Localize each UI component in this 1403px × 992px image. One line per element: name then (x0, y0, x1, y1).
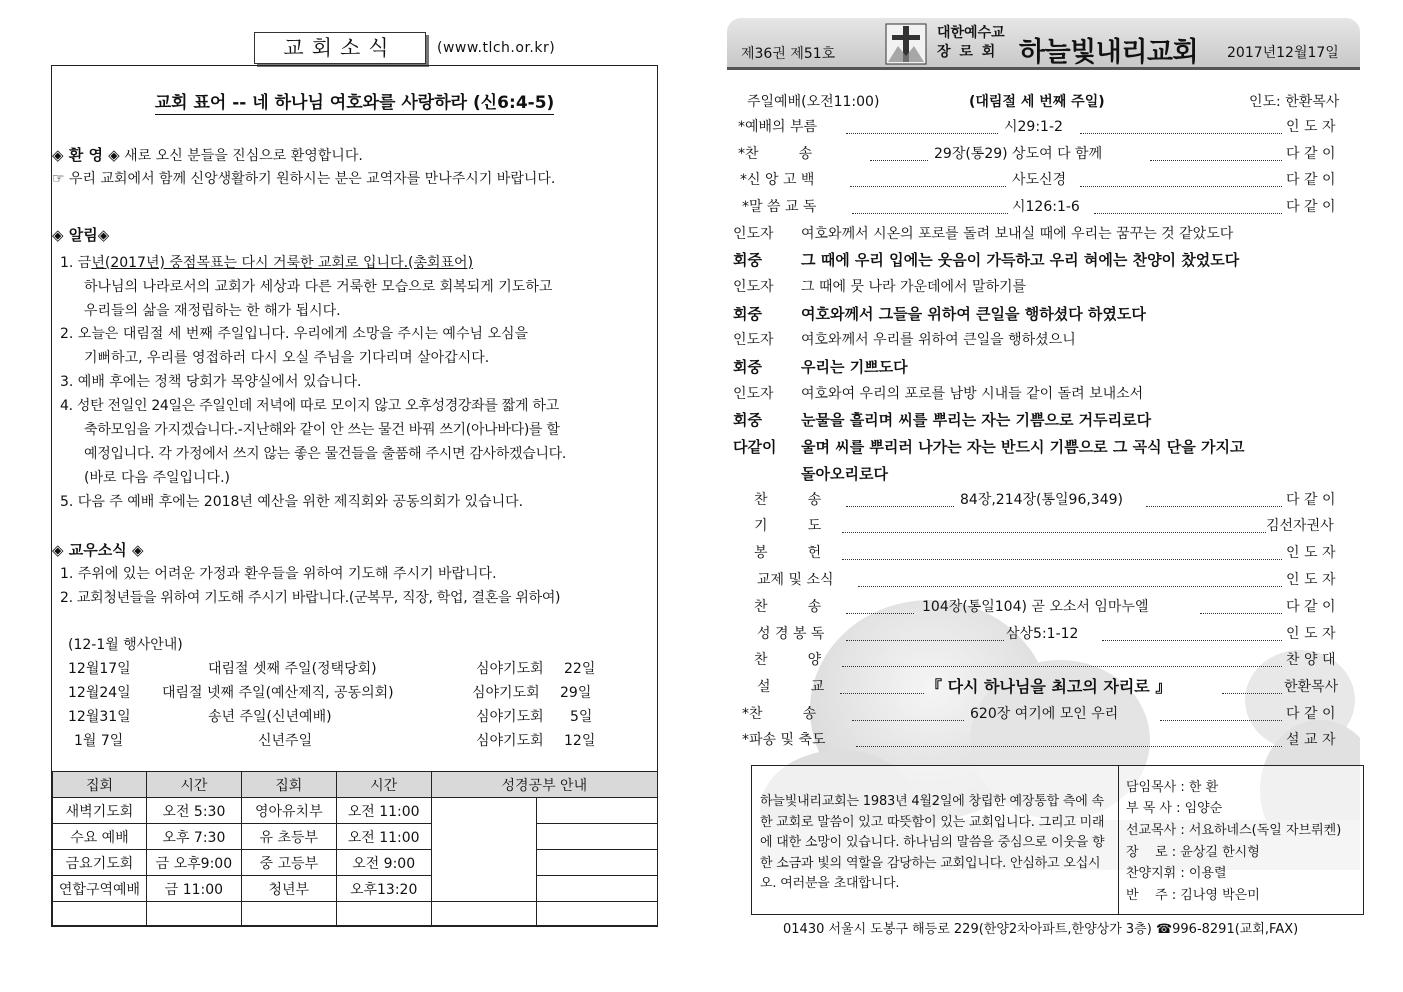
welcome-note: ☞ 우리 교회에서 함께 신앙생활하기 원하시는 분은 교역자를 만나주시기 바랍니다. (52, 171, 556, 187)
reading-text: 여호와께서 시온의 포로를 돌려 보내실 때에 우리는 꿈꾸는 것 같았도다 (801, 226, 1234, 242)
order-content: 삼상5:1-12 (1006, 626, 1079, 642)
event-name: 신년주일 (258, 733, 313, 749)
leader-dots (846, 506, 954, 507)
table-cell (537, 850, 658, 876)
leader-dots (842, 559, 1282, 560)
event-name: 송년 주일(신년예배) (208, 709, 332, 725)
order-who: 다 같 이 (1286, 599, 1336, 615)
table-cell: 금 오후9:00 (146, 850, 241, 876)
welcome-heading: ◈ 환 영 ◈ (52, 146, 120, 164)
church-name: 하늘빛내리교회 (1019, 37, 1199, 68)
church-address: 01430 서울시 도봉구 해등로 229(한양2차아파트,한양상가 3층) ☎996-8291(교회,FAX) (783, 922, 1299, 937)
reading-speaker: 인도자 (733, 332, 774, 348)
event-day: 22일 (564, 661, 596, 677)
order-who: 다 같 이 (1286, 199, 1336, 215)
leader-dots (840, 693, 924, 694)
table-row (53, 850, 658, 876)
order-who: 김선자권사 (1266, 518, 1334, 534)
table-cell: 영아유치부 (241, 798, 336, 824)
reading-text: 그 때에 우리 입에는 웃음이 가득하고 우리 혀에는 찬양이 찼었도다 (801, 251, 1240, 269)
notice-item-1-line2: 하나님의 나라로서의 교회가 세상과 다른 거룩한 모습으로 회복되게 기도하고 (84, 279, 553, 295)
order-item: 찬 양 (754, 652, 822, 668)
order-item: 설 교 (757, 679, 825, 695)
church-logo-icon (884, 22, 928, 66)
church-introduction: 하늘빛내리교회는 1983년 4월2일에 창립한 예장통합 측에 속한 교회로 말씀이 있고 따뜻함이 있는 교회입니다. 그리고 미래에 대한 소망이 있습니다. 하나님의 말씀을 중심으로 이웃을 향한 소금과 빛의 역할을 감당하는 교회입니다. 안심하고 오십시오. 여러분을 초대합니다. (760, 794, 1105, 891)
reading-speaker: 인도자 (733, 386, 774, 402)
leader-dots (1080, 133, 1282, 134)
notice-item-5: 5. 다음 주 예배 후에는 2018년 예산을 위한 제직회와 공동의회가 있습니다. (60, 494, 524, 510)
order-who: 한환목사 (1284, 679, 1339, 695)
table-cell: 오전 5:30 (146, 798, 241, 824)
reading-speaker: 다같이 (733, 438, 777, 456)
order-item: 성 경 봉 독 (757, 626, 825, 642)
table-cell: 수요 예배 (53, 824, 147, 850)
notice-item-4-line3: 예정입니다. 각 가정에서 쓰지 않는 좋은 물건들을 출품해 주시면 감사하겠습니다. (84, 446, 567, 462)
leader-dots (850, 186, 1006, 187)
order-who: 인 도 자 (1286, 626, 1336, 642)
notice-heading: ◈ 알림◈ (52, 226, 110, 244)
column-header: 시간 (336, 772, 431, 798)
event-name: 대림절 셋째 주일(정택당회) (208, 661, 377, 677)
event-date: 12월31일 (68, 709, 131, 725)
notice-item-4-line2: 축하모임을 가지겠습니다.-지난해와 같이 안 쓰는 물건 바꿔 쓰기(아나바다)를 할 (84, 422, 560, 438)
table-row (53, 824, 658, 850)
welcome-text: 새로 오신 분들을 진심으로 환영합니다. (119, 148, 363, 164)
table-cell: 오전 11:00 (336, 798, 431, 824)
leader-dots (1150, 160, 1282, 161)
meeting-schedule-table (52, 771, 658, 926)
order-content: 사도신경 (1012, 172, 1067, 188)
reading-speaker: 회중 (733, 305, 762, 323)
table-cell (336, 902, 431, 926)
notice-item-4-line4: (바로 다음 주일입니다.) (84, 470, 230, 486)
leader-dots (1080, 186, 1282, 187)
table-cell: 청년부 (241, 876, 336, 902)
table-cell: 유 초등부 (241, 824, 336, 850)
table-cell (537, 902, 658, 926)
reading-text: 눈물을 흘리며 씨를 뿌리는 자는 기쁨으로 거두리로다 (801, 411, 1152, 429)
notice-item-4: 4. 성탄 전일인 24일은 주일인데 저녁에 따로 모이지 않고 오후성경강좌를 짧게 하고 (60, 398, 559, 414)
leader-dots (852, 720, 964, 721)
table-cell (431, 902, 537, 926)
event-date: 12월24일 (68, 685, 131, 701)
leader-dots (1146, 506, 1282, 507)
order-item: *예배의 부름 (738, 119, 818, 135)
table-cell (537, 798, 658, 824)
service-theme: (대림절 세 번째 주일) (969, 94, 1105, 110)
church-info-box (751, 765, 1364, 915)
table-cell: 금요기도회 (53, 850, 147, 876)
leader-dots (856, 746, 1282, 747)
staff-line: 담임목사 : 한 환 (1126, 780, 1219, 795)
order-content: 시126:1-6 (1012, 199, 1080, 215)
notice-item-2-line2: 기뻐하고, 우리를 영접하러 다시 오실 주님을 기다리며 살아갑시다. (84, 350, 490, 366)
table-cell: 오후13:20 (336, 876, 431, 902)
table-row (53, 902, 658, 926)
order-who: 찬 양 대 (1286, 652, 1336, 668)
reading-speaker: 회중 (733, 358, 762, 376)
member-news-item-2: 2. 교회청년들을 위하여 기도해 주시기 바랍니다.(군복무, 직장, 학업, 결혼을 위하여) (60, 590, 561, 606)
member-news-heading: ◈ 교우소식 ◈ (52, 541, 144, 559)
reading-text: 그 때에 뭇 나라 가운데에서 말하기를 (801, 279, 1027, 295)
table-cell: 오전 9:00 (336, 850, 431, 876)
table-cell (241, 902, 336, 926)
staff-line: 장 로 : 윤상길 한시형 (1126, 845, 1260, 860)
welcome-section (52, 145, 363, 166)
leader-dots (1200, 613, 1282, 614)
column-header: 집회 (53, 772, 147, 798)
reading-text: 여호와께서 그들을 위하여 큰일을 행하셨다 하였도다 (801, 305, 1146, 323)
bulletin-date: 2017년12월17일 (1227, 45, 1339, 61)
service-time: 주일예배(오전11:00) (747, 94, 880, 110)
table-cell: 새벽기도회 (53, 798, 147, 824)
event-day: 12일 (564, 733, 596, 749)
reading-text: 우리는 기쁘도다 (801, 358, 908, 376)
table-cell (537, 824, 658, 850)
table-cell (431, 798, 537, 902)
order-content: 84장,214장(통일96,349) (960, 492, 1123, 508)
church-motto: 교회 표어 -- 네 하나님 여호와를 사랑하라 (신6:4-5) (154, 93, 555, 113)
event-tag: 심야기도회 (476, 733, 544, 749)
column-header: 성경공부 안내 (431, 772, 657, 798)
leader-dots (846, 613, 914, 614)
table-cell: 중 고등부 (241, 850, 336, 876)
service-leader: 인도: 한환목사 (1249, 94, 1340, 110)
notice-item-1-line3: 우리들의 삶을 재정립하는 한 해가 됩시다. (84, 303, 341, 319)
leader-dots (842, 666, 1282, 667)
event-day: 5일 (570, 709, 593, 725)
leader-dots (1222, 693, 1282, 694)
staff-line: 선교목사 : 서요하네스(독일 자브뤼켄) (1126, 823, 1342, 838)
notice-item-2: 2. 오늘은 대림절 세 번째 주일입니다. 우리에게 소망을 주시는 예수님 오심을 (60, 326, 529, 342)
order-who: 인 도 자 (1286, 119, 1336, 135)
events-heading: (12-1월 행사안내) (68, 637, 183, 653)
church-news-panel (51, 65, 658, 927)
order-item: *찬 송 (742, 706, 817, 722)
order-item: 교제 및 소식 (757, 572, 834, 588)
order-item: *파송 및 축도 (742, 732, 826, 748)
table-cell (53, 902, 147, 926)
table-cell (537, 876, 658, 902)
reading-speaker: 인도자 (733, 226, 774, 242)
table-cell: 연합구역예배 (53, 876, 147, 902)
reading-text-continued: 돌아오리로다 (801, 465, 888, 483)
order-content: 29장(통29) 상도여 다 함께 (934, 146, 1103, 162)
column-header: 시간 (146, 772, 241, 798)
order-who: 다 같 이 (1286, 146, 1336, 162)
order-item: 찬 송 (754, 599, 822, 615)
leader-dots (870, 160, 928, 161)
sermon-title: 『 다시 하나님을 최고의 자리로 』 (926, 677, 1172, 696)
leader-dots (1102, 640, 1282, 641)
order-who: 다 같 이 (1286, 706, 1336, 722)
reading-text: 여호와께서 우리를 위하여 큰일을 행하셨으니 (801, 332, 1076, 348)
event-tag: 심야기도회 (476, 661, 544, 677)
staff-line: 찬양지휘 : 이용렬 (1126, 866, 1227, 881)
table-header-row (53, 772, 658, 798)
notice-item-3: 3. 예배 후에는 정책 당회가 목양실에서 있습니다. (60, 374, 362, 390)
leader-dots (846, 640, 1004, 641)
reading-text: 울며 씨를 뿌리러 나가는 자는 반드시 기쁨으로 그 곡식 단을 가지고 (801, 438, 1245, 456)
table-cell: 오후 7:30 (146, 824, 241, 850)
order-item: *찬 송 (738, 146, 813, 162)
order-content: 104장(통일104) 곧 오소서 임마누엘 (922, 599, 1149, 615)
leader-dots (1094, 213, 1282, 214)
table-row (53, 798, 658, 824)
leader-dots (858, 586, 1282, 587)
volume-number: 제36권 제51호 (741, 46, 836, 62)
staff-line: 부 목 사 : 임양순 (1126, 801, 1223, 816)
reading-speaker: 회중 (733, 251, 762, 269)
order-who: 인 도 자 (1286, 545, 1336, 561)
event-tag: 심야기도회 (472, 685, 540, 701)
table-row (53, 876, 658, 902)
event-name: 대림절 넷째 주일(예산제직, 공동의회) (162, 685, 394, 701)
order-item: *말 씀 교 독 (742, 199, 817, 215)
leader-dots (846, 133, 998, 134)
reading-speaker: 인도자 (733, 279, 774, 295)
event-date: 12월17일 (68, 661, 131, 677)
leader-dots (852, 213, 1008, 214)
order-item: 기 도 (754, 518, 822, 534)
denomination: 대한예수교 장 로 회 (937, 25, 1005, 60)
table-cell (146, 902, 241, 926)
event-day: 29일 (560, 685, 592, 701)
table-cell: 금 11:00 (146, 876, 241, 902)
order-item: *신 앙 고 백 (740, 172, 815, 188)
website-url: (www.tlch.or.kr) (437, 40, 556, 56)
event-tag: 심야기도회 (476, 709, 544, 725)
bulletin-header (727, 18, 1360, 70)
leader-dots (842, 532, 1266, 533)
order-content: 620장 여기에 모인 우리 (970, 706, 1119, 722)
order-who: 다 같 이 (1286, 172, 1336, 188)
reading-speaker: 회중 (733, 411, 762, 429)
order-who: 설 교 자 (1286, 732, 1336, 748)
member-news-item-1: 1. 주위에 있는 어려운 가정과 환우들을 위하여 기도해 주시기 바랍니다. (60, 566, 497, 582)
table-cell: 오전 11:00 (336, 824, 431, 850)
order-who: 다 같 이 (1286, 492, 1336, 508)
reading-text: 여호와여 우리의 포로를 남방 시내들 같이 돌려 보내소서 (801, 386, 1144, 402)
staff-line: 반 주 : 김나영 박은미 (1126, 888, 1260, 903)
page-title: 교회소식 (254, 32, 426, 64)
order-item: 찬 송 (754, 492, 822, 508)
leader-dots (1160, 720, 1282, 721)
order-content: 시29:1-2 (1004, 119, 1063, 135)
order-who: 인 도 자 (1286, 572, 1336, 588)
event-date: 1월 7일 (74, 733, 124, 749)
divider (1118, 766, 1119, 914)
column-header: 집회 (241, 772, 336, 798)
notice-item-1: 1. 금년(2017년) 중점목표는 다시 거룩한 교회로 입니다.(총회표어) (60, 255, 474, 271)
order-item: 봉 헌 (754, 545, 822, 561)
